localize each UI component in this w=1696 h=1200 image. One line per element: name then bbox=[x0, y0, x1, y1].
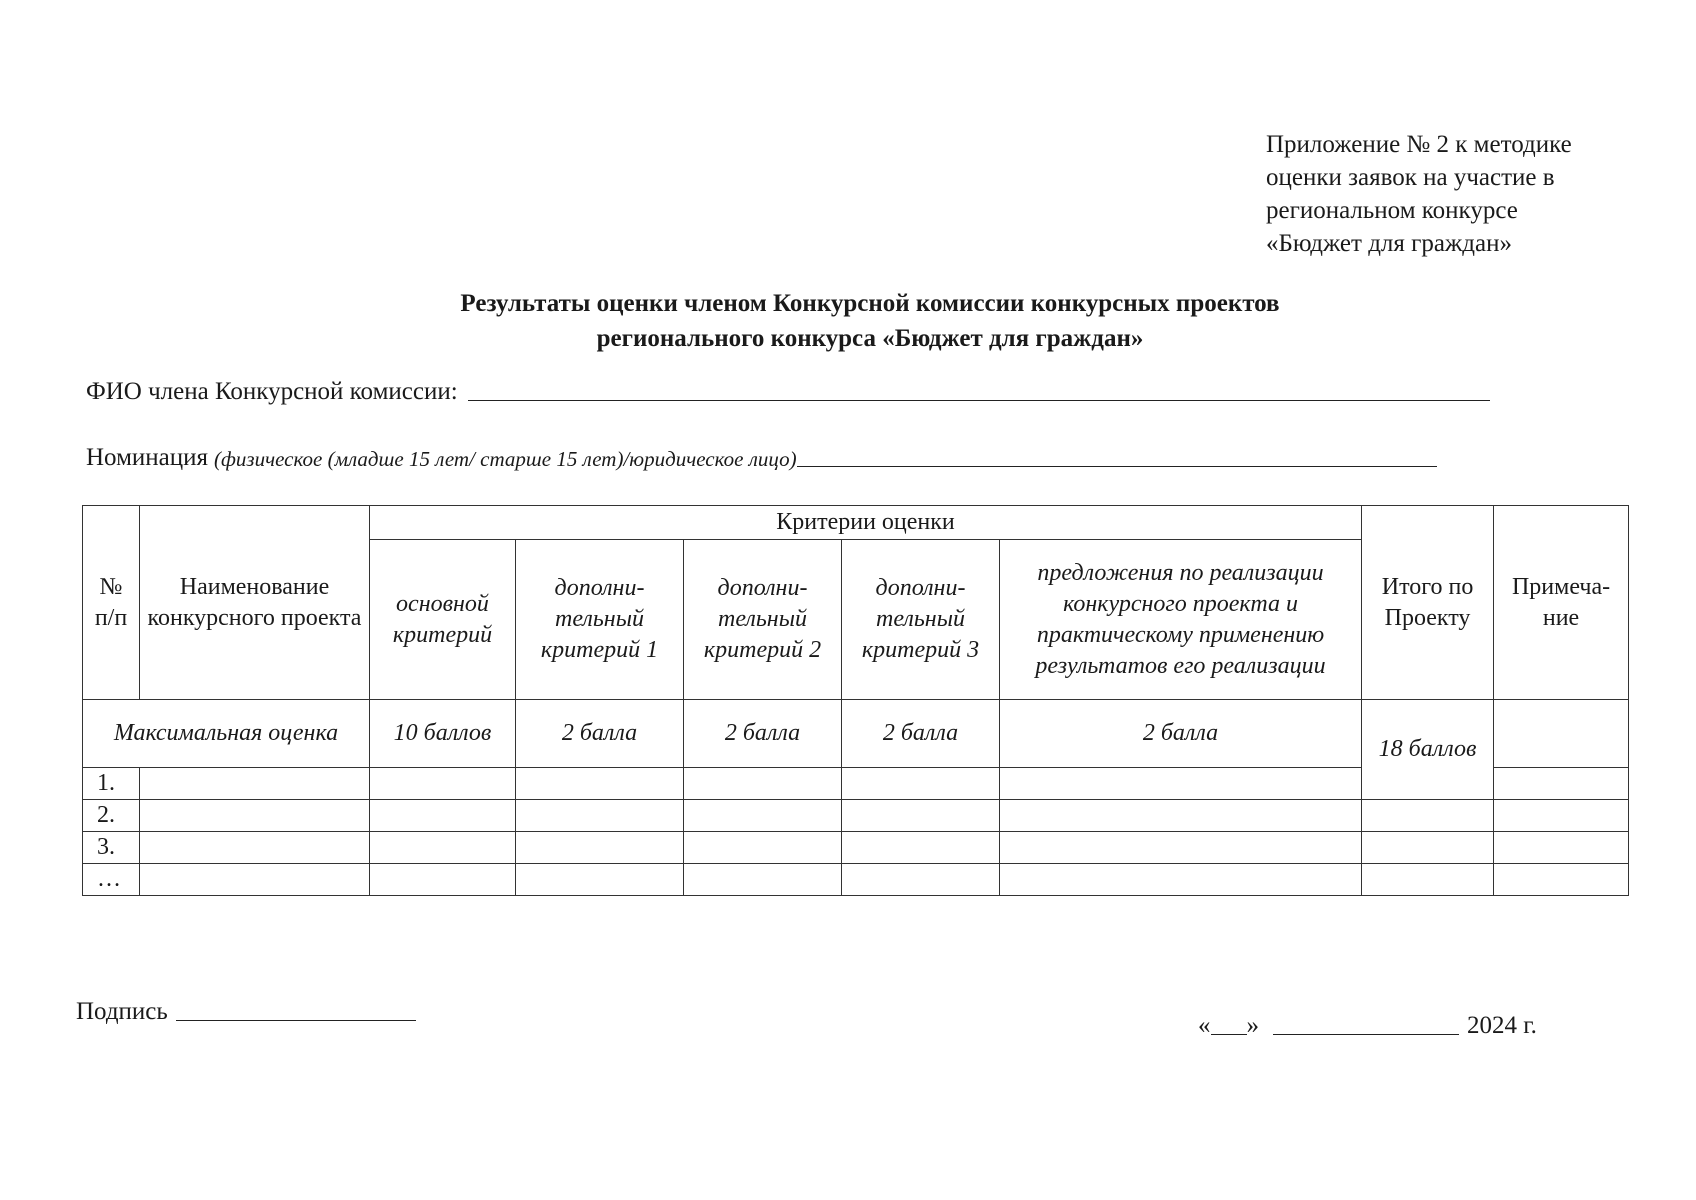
date-year: 2024 г. bbox=[1467, 1012, 1537, 1039]
appendix-line-2: оценки заявок на участие в bbox=[1266, 164, 1555, 191]
evaluation-table bbox=[82, 505, 1629, 896]
header-row-1 bbox=[83, 506, 1629, 540]
table-cell[interactable] bbox=[1000, 832, 1362, 864]
appendix-line-3: региональном конкурсе bbox=[1266, 197, 1518, 224]
table-cell[interactable] bbox=[1000, 800, 1362, 832]
max-score-extra-2: 2 балла bbox=[684, 700, 842, 768]
row-number: … bbox=[83, 864, 140, 896]
table-cell[interactable] bbox=[842, 800, 1000, 832]
row-number: 3. bbox=[83, 832, 140, 864]
table-cell[interactable] bbox=[684, 832, 842, 864]
document-title bbox=[0, 286, 1696, 356]
max-score-row bbox=[83, 700, 1629, 768]
table-cell[interactable] bbox=[1494, 864, 1629, 896]
table-cell[interactable] bbox=[370, 832, 516, 864]
header-criterion-extra-2: дополни-тельный критерий 2 bbox=[684, 540, 842, 700]
signature-field bbox=[76, 998, 416, 1026]
date-open-quote: « bbox=[1198, 1012, 1211, 1039]
table-cell[interactable] bbox=[516, 768, 684, 800]
table-cell[interactable] bbox=[1362, 832, 1494, 864]
max-score-note bbox=[1494, 700, 1629, 768]
nomination-label: Номинация bbox=[86, 444, 209, 471]
max-score-main: 10 баллов bbox=[370, 700, 516, 768]
table-cell[interactable] bbox=[684, 800, 842, 832]
table-cell[interactable] bbox=[1494, 832, 1629, 864]
header-criterion-extra-3: дополни-тельный критерий 3 bbox=[842, 540, 1000, 700]
table-cell[interactable] bbox=[140, 832, 370, 864]
member-name-input-line[interactable] bbox=[468, 399, 1490, 401]
max-score-proposals: 2 балла bbox=[1000, 700, 1362, 768]
table-cell[interactable] bbox=[1494, 800, 1629, 832]
max-score-total: 18 баллов bbox=[1362, 700, 1494, 800]
table-row bbox=[83, 864, 1629, 896]
table-cell[interactable] bbox=[370, 864, 516, 896]
table-cell[interactable] bbox=[842, 864, 1000, 896]
header-criteria-group: Критерии оценки bbox=[370, 506, 1362, 540]
appendix-line-1: Приложение № 2 к методике bbox=[1266, 131, 1572, 158]
table-cell[interactable] bbox=[1494, 768, 1629, 800]
table-cell[interactable] bbox=[842, 832, 1000, 864]
row-number: 1. bbox=[83, 768, 140, 800]
table-cell[interactable] bbox=[1000, 864, 1362, 896]
header-project-name: Наименование конкурсного проекта bbox=[140, 506, 370, 700]
nomination-input-line[interactable] bbox=[797, 465, 1437, 467]
table-cell[interactable] bbox=[370, 768, 516, 800]
header-note: Примеча-ние bbox=[1494, 506, 1629, 700]
table-cell[interactable] bbox=[140, 768, 370, 800]
title-line-1: Результаты оценки членом Конкурсной комиссии конкурсных проектов bbox=[460, 290, 1280, 317]
max-score-label: Максимальная оценка bbox=[83, 700, 370, 768]
row-number: 2. bbox=[83, 800, 140, 832]
header-criterion-main: основной критерий bbox=[370, 540, 516, 700]
table-cell[interactable] bbox=[1000, 768, 1362, 800]
table-cell[interactable] bbox=[842, 768, 1000, 800]
date-field bbox=[1198, 1012, 1537, 1040]
table-cell[interactable] bbox=[516, 832, 684, 864]
member-name-field bbox=[86, 378, 1490, 406]
header-number: № п/п bbox=[83, 506, 140, 700]
nomination-field bbox=[86, 444, 1437, 472]
table-cell[interactable] bbox=[370, 800, 516, 832]
table-cell[interactable] bbox=[140, 800, 370, 832]
table-cell[interactable] bbox=[516, 800, 684, 832]
header-criterion-extra-1: дополни-тельный критерий 1 bbox=[516, 540, 684, 700]
table-cell[interactable] bbox=[684, 864, 842, 896]
member-name-label: ФИО члена Конкурсной комиссии: bbox=[86, 378, 458, 405]
header-criterion-proposals: предложения по реализации конкурсного проекта и практическому применению результатов его реализации bbox=[1000, 540, 1362, 700]
appendix-note bbox=[1266, 128, 1666, 260]
table-row bbox=[83, 800, 1629, 832]
title-line-2: регионального конкурса «Бюджет для граждан» bbox=[596, 325, 1144, 352]
signature-label: Подпись bbox=[76, 998, 168, 1025]
max-score-extra-1: 2 балла bbox=[516, 700, 684, 768]
table-cell[interactable] bbox=[140, 864, 370, 896]
table-cell[interactable] bbox=[1362, 800, 1494, 832]
max-score-extra-3: 2 балла bbox=[842, 700, 1000, 768]
table-cell[interactable] bbox=[684, 768, 842, 800]
nomination-hint: (физическое (младше 15 лет/ старше 15 лет)/юридическое лицо) bbox=[214, 447, 797, 471]
table-cell[interactable] bbox=[516, 864, 684, 896]
appendix-line-4: «Бюджет для граждан» bbox=[1266, 230, 1512, 257]
date-day-line[interactable] bbox=[1211, 1033, 1247, 1035]
date-month-line[interactable] bbox=[1273, 1033, 1459, 1035]
table-row bbox=[83, 832, 1629, 864]
header-total: Итого по Проекту bbox=[1362, 506, 1494, 700]
table-cell[interactable] bbox=[1362, 864, 1494, 896]
signature-line[interactable] bbox=[176, 1019, 416, 1021]
date-close-quote: » bbox=[1246, 1012, 1259, 1039]
